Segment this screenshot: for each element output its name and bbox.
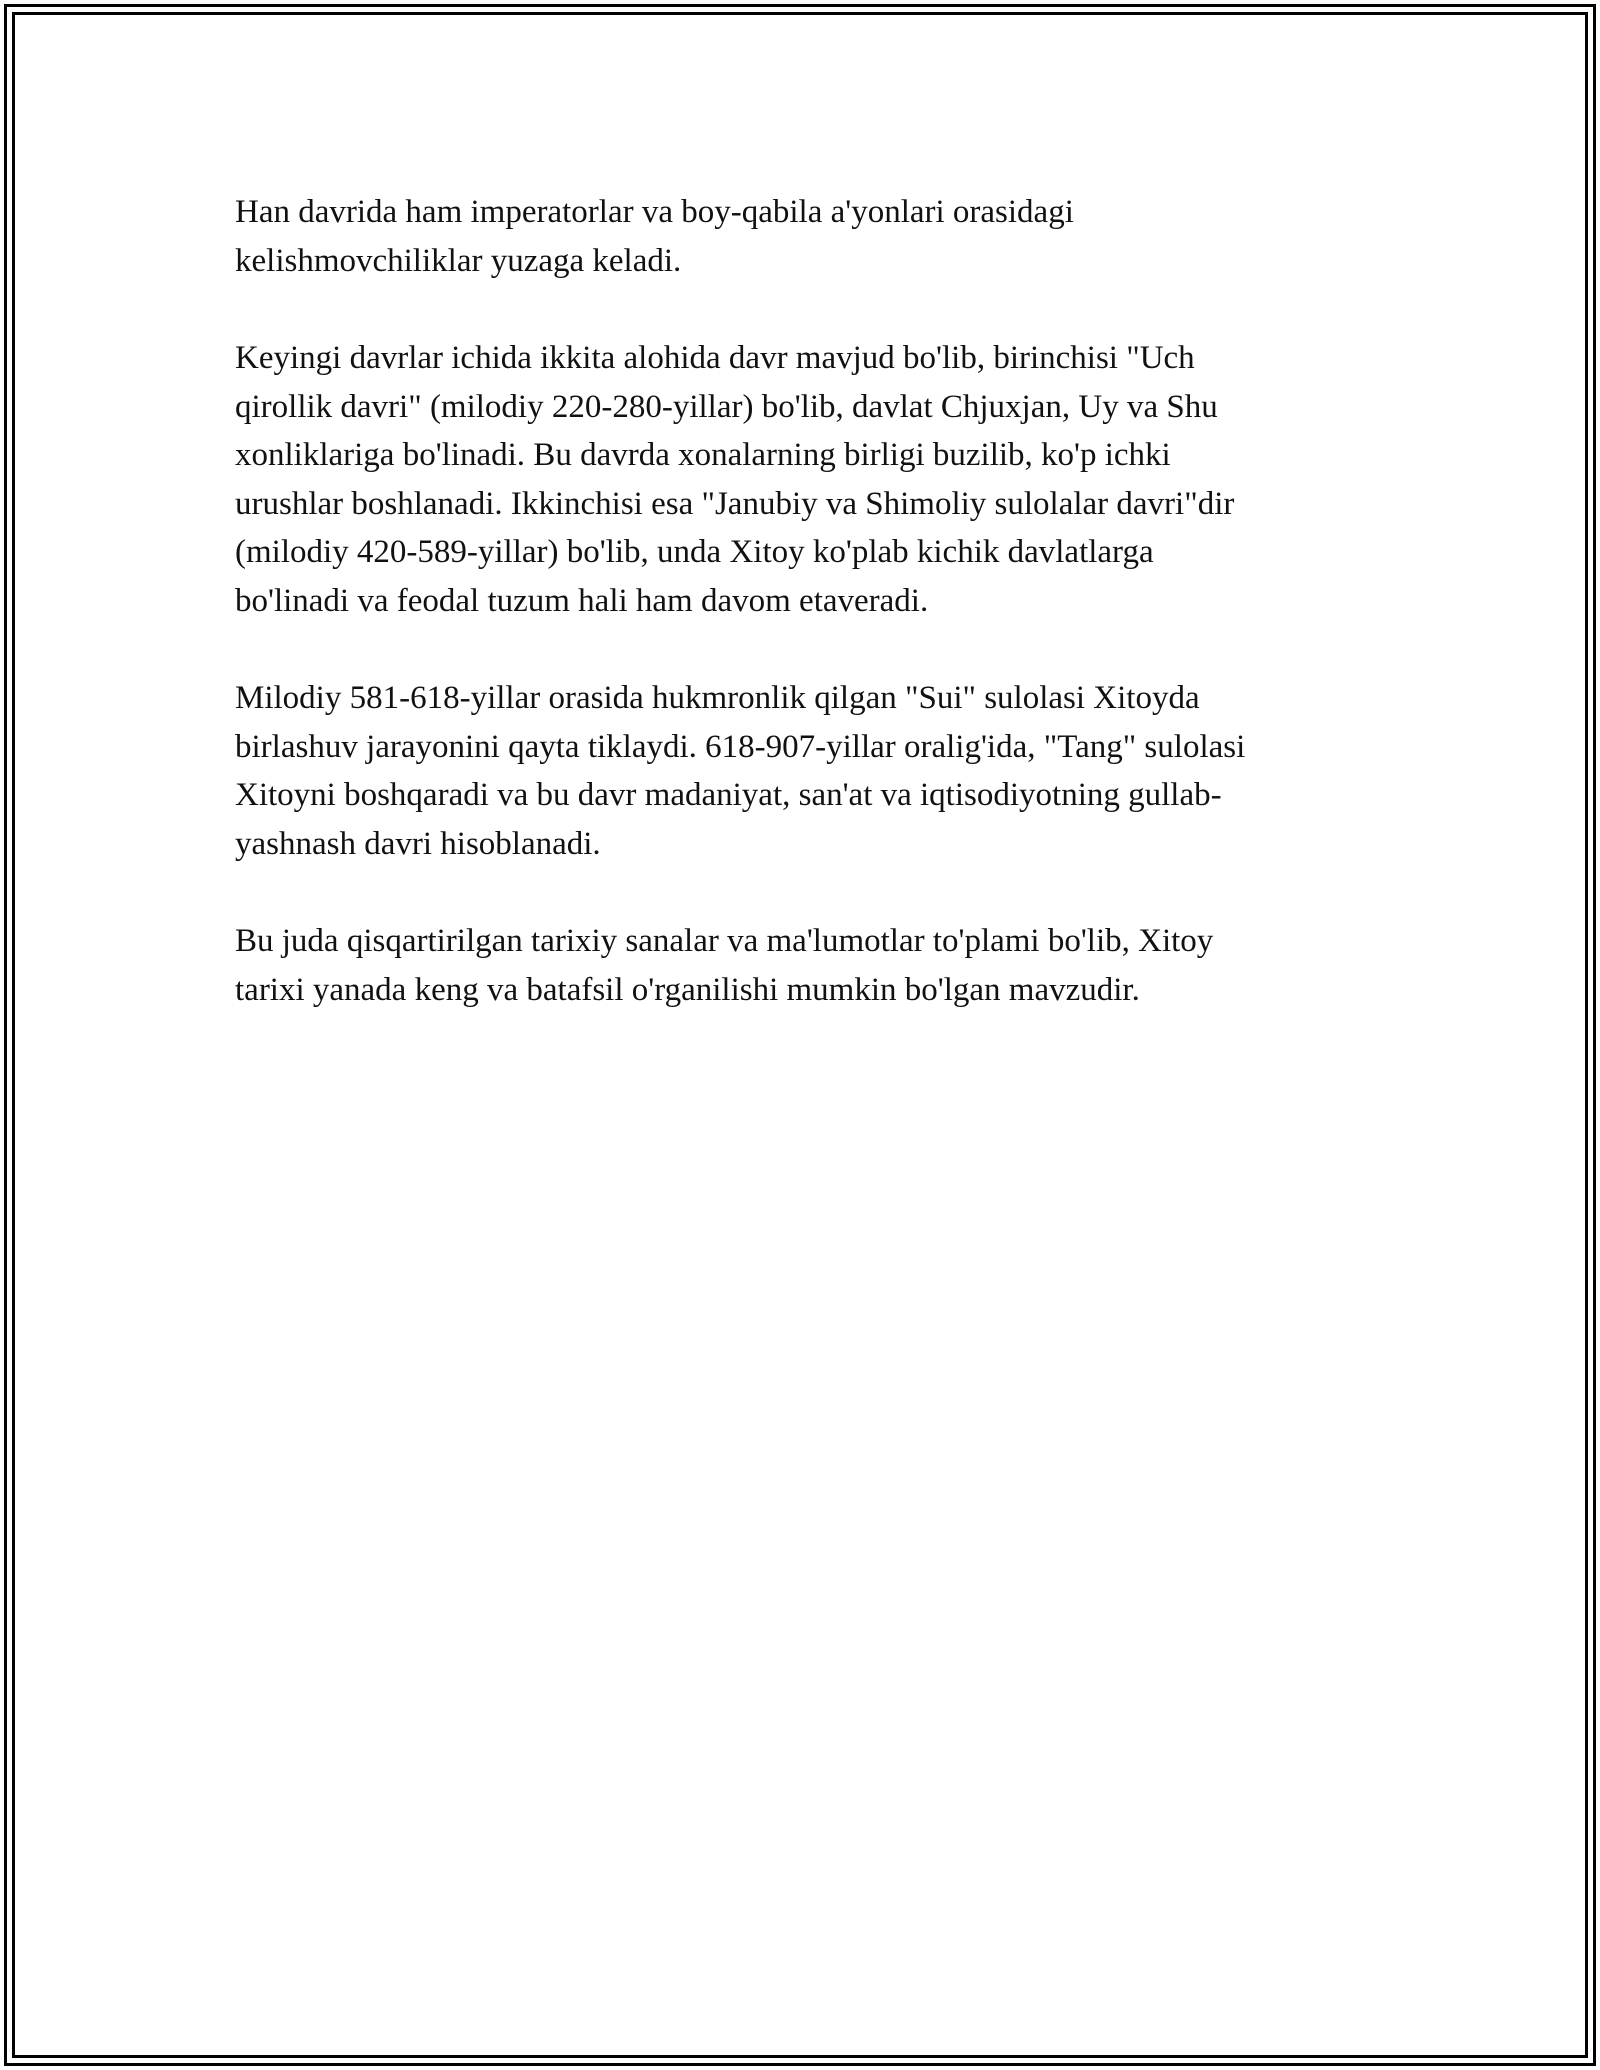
paragraph-summary: Bu juda qisqartirilgan tarixiy sanalar va ma'lumotlar to'plami bo'lib, Xitoy tarixi yanada keng va batafsil o'rganilishi mumkin bo'lgan mavzudir. — [235, 923, 1214, 1008]
paragraph-later-periods: Keyingi davrlar ichida ikkita alohida davr mavjud bo'lib, birinchisi "Uch qirollik davri" (milodiy 220-280-yillar) bo'lib, davlat Chjuxjan, Uy va Shu xonliklariga bo'linadi. Bu davrda xonalarning birligi buzilib, ko'p ichki urushlar boshlanadi. Ikkinchisi esa "Janubiy va Shimoliy sulolalar davri"dir (milodiy 420-589-yillar) bo'lib, unda Xitoy ko'plab kichik davlatlarga bo'linadi va feodal tuzum hali ham davom etaveradi. — [235, 340, 1235, 619]
paragraph-sui-tang: Milodiy 581-618-yillar orasida hukmronlik qilgan "Sui" sulolasi Xitoyda birlashuv jarayonini qayta tiklaydi. 618-907-yillar oralig'ida, "Tang" sulolasi Xitoyni boshqaradi va bu davr madaniyat, san'at va iqtisodiyotning gullab- yashnash davri hisoblanadi. — [235, 680, 1246, 862]
paragraph-han-period: Han davrida ham imperatorlar va boy-qabila a'yonlari orasidagi kelishmovchiliklar yuzaga keladi. — [235, 194, 1074, 279]
document-body — [235, 188, 1395, 1063]
